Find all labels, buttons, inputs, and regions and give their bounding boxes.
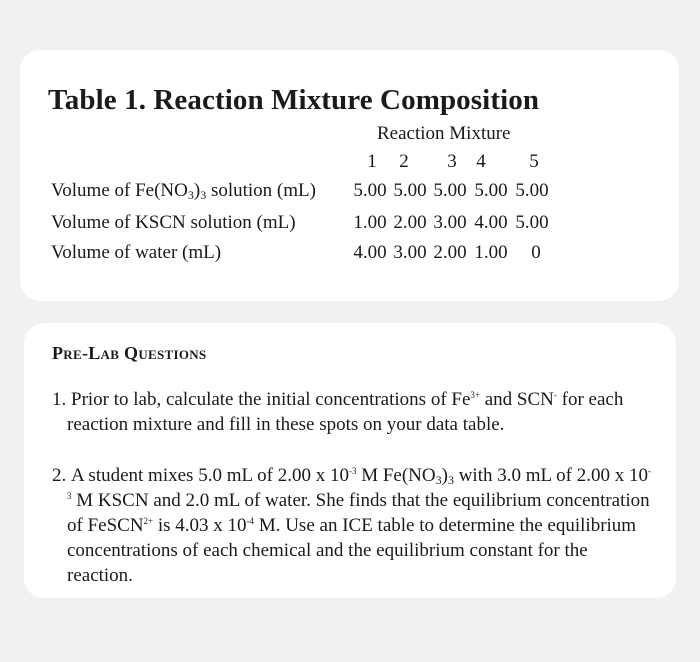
cell-r2-c3: 3.00 (433, 212, 467, 233)
question-2-text: A student mixes 5.0 mL of 2.00 x $10^{-3}$ M $Fe(NO_3)_3$ with 3.0 mL of 2.00 x $10^{-3}$ M KSCN and 2.0 mL of water. She finds that the equilibrium concentration of FeSCN$^{2+}$ is 4.03 x $10^{-4}$ M. Use an ICE table to determine the equilibrium concentrations of each chemical and the equilibrium constant for the reaction. (67, 465, 651, 586)
row-label-water: Volume of water (mL) (51, 242, 222, 263)
column-header-2: 2 (399, 151, 409, 172)
prelab-heading: Pre-Lab Questions (52, 343, 207, 363)
cell-r2-c1: 1.00 (353, 212, 387, 233)
cell-r1-c4: 5.00 (474, 180, 508, 201)
table-card (20, 50, 679, 301)
cell-r2-c2: 2.00 (393, 212, 427, 233)
question-1-number: 1. (52, 389, 67, 410)
column-header-4: 4 (476, 151, 486, 172)
row-label-kscn: Volume of KSCN solution (mL) (51, 212, 296, 233)
group-header: Reaction Mixture (377, 123, 511, 144)
cell-r3-c4: 1.00 (474, 242, 508, 263)
question-1-text: Prior to lab, calculate the initial concentrations of $Fe^{3+}$ and SCN- for each reaction mixture and fill in these spots on your data table. (67, 389, 624, 435)
cell-r1-c5: 5.00 (515, 180, 549, 201)
cell-r3-c3: 2.00 (433, 242, 467, 263)
cell-r1-c1: 5.00 (353, 180, 387, 201)
question-2-number: 2. (52, 465, 67, 486)
cell-r3-c5: 0 (531, 242, 541, 263)
cell-r3-c1: 4.00 (353, 242, 387, 263)
row-label-fe-no3: Volume of $Fe(NO_3)_3$ solution (mL) (51, 180, 316, 202)
question-2 (52, 463, 652, 588)
column-header-1: 1 (367, 151, 377, 172)
cell-r1-c3: 5.00 (433, 180, 467, 201)
prelab-card (24, 323, 676, 598)
question-1 (52, 387, 652, 437)
column-header-5: 5 (529, 151, 539, 172)
column-header-3: 3 (447, 151, 457, 172)
cell-r2-c4: 4.00 (474, 212, 508, 233)
cell-r2-c5: 5.00 (515, 212, 549, 233)
cell-r1-c2: 5.00 (393, 180, 427, 201)
cell-r3-c2: 3.00 (393, 242, 427, 263)
table-title: Table 1. Reaction Mixture Composition (48, 84, 540, 116)
